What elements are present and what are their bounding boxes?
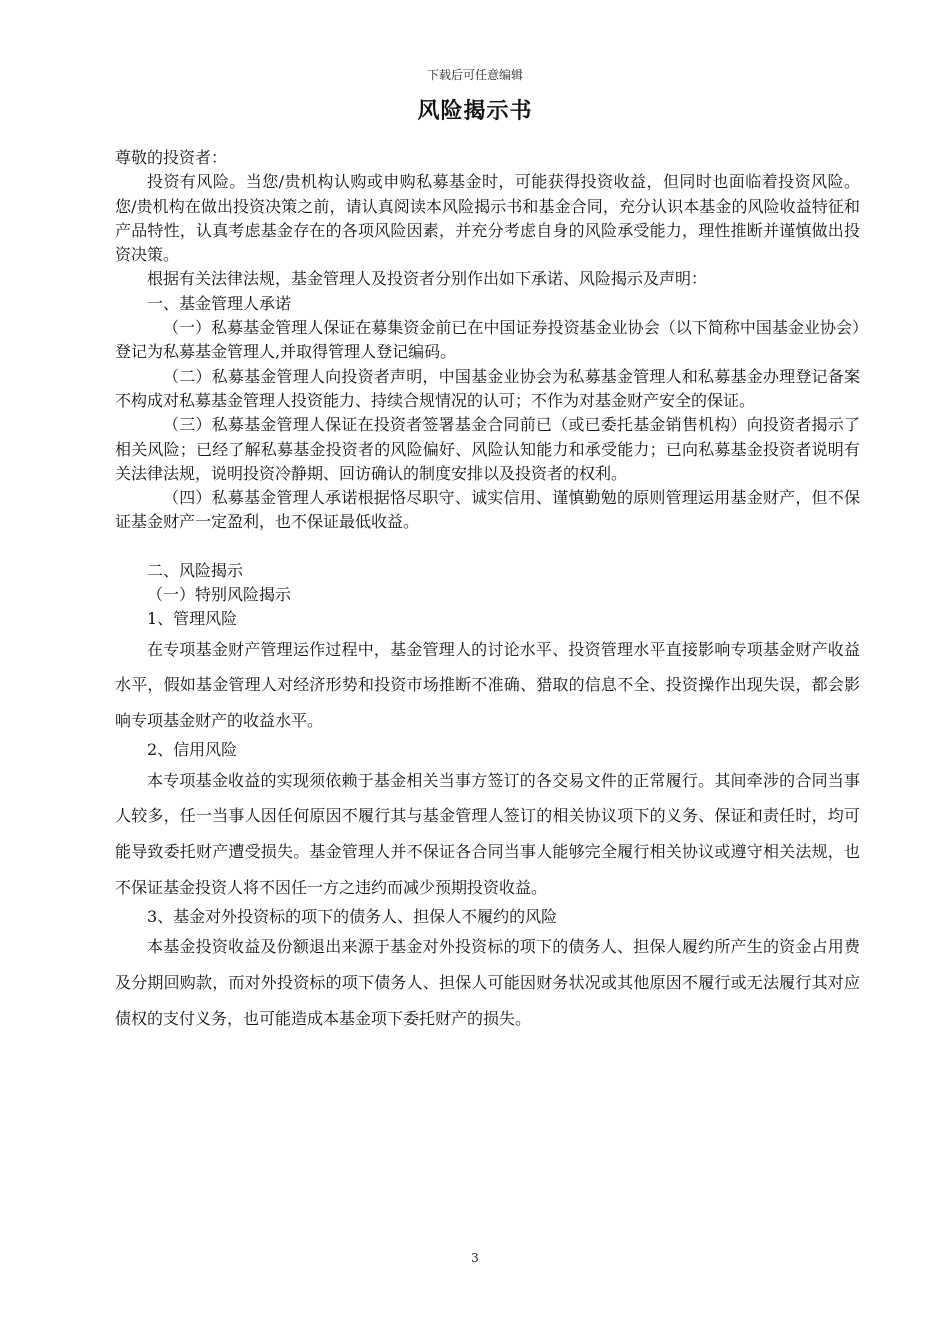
spacer xyxy=(115,535,860,559)
commitment-item: （三）私募基金管理人保证在投资者签署基金合同前已（或已委托基金销售机构）向投资者揭示了相关风险；已经了解私募基金投资者的风险偏好、风险认知能力和承受能力；已向私募基金投资者说明有关法律法规，说明投资冷静期、回访确认的制度安排以及投资者的权利。 xyxy=(115,415,860,483)
section-heading: 二、风险揭示 xyxy=(147,560,244,580)
intro-paragraph: 根据有关法律法规，基金管理人及投资者分别作出如下承诺、风险揭示及声明： xyxy=(147,269,708,289)
document-body xyxy=(115,146,860,1036)
risk-paragraph: 本基金投资收益及份额退出来源于基金对外投资标的项下的债务人、担保人履约所产生的资金占用费及分期回购款，而对外投资标的项下债务人、担保人可能因财务状况或其他原因不履行或无法履行其对应债权的支付义务，也可能造成本基金项下委托财产的损失。 xyxy=(115,937,860,1028)
commitment-item: （一）私募基金管理人保证在募集资金前已在中国证券投资基金业协会（以下简称中国基金业协会）登记为私募基金管理人,并取得管理人登记编码。 xyxy=(115,318,860,362)
risk-title: 3、基金对外投资标的项下的债务人、担保人不履约的风险 xyxy=(147,907,558,927)
risk-title: 1、管理风险 xyxy=(147,609,238,629)
page-number: 3 xyxy=(471,1251,479,1265)
document-title: 风险揭示书 xyxy=(417,98,533,124)
risk-paragraph: 本专项基金收益的实现须依赖于基金相关当事方签订的各交易文件的正常履行。其间牵涉的合同当事人较多，任一当事人因任何原因不履行其与基金管理人签订的相关协议项下的义务、保证和责任时，均可能导致委托财产遭受损失。基金管理人并不保证各合同当事人能够完全履行相关协议或遵守相关法规，也不保证基金投资人将不因任一方之违约而减少预期投资收益。 xyxy=(115,770,860,897)
commitment-item: （二）私募基金管理人向投资者声明，中国基金业协会为私募基金管理人和私募基金办理登记备案不构成对私募基金管理人投资能力、持续合规情况的认可；不作为对基金财产安全的保证。 xyxy=(115,366,860,410)
section-heading: 一、基金管理人承诺 xyxy=(147,293,292,313)
intro-paragraph: 投资有风险。当您/贵机构认购或申购私募基金时，可能获得投资收益，但同时也面临着投资风险。您/贵机构在做出投资决策之前，请认真阅读本风险揭示书和基金合同，充分认识本基金的风险收益特征和产品特性，认真考虑基金存在的各项风险因素，并充分考虑自身的风险承受能力，理性推断并谨慎做出投资决策。 xyxy=(115,172,860,265)
risk-paragraph: 在专项基金财产管理运作过程中，基金管理人的讨论水平、投资管理水平直接影响专项基金财产收益水平，假如基金管理人对经济形势和投资市场推断不准确、猎取的信息不全、投资操作出现失误，都会影响专项基金财产的收益水平。 xyxy=(115,639,860,730)
subsection-heading: （一）特别风险揭示 xyxy=(147,585,292,605)
commitment-item: （四）私募基金管理人承诺根据恪尽职守、诚实信用、谨慎勤勉的原则管理运用基金财产，但不保证基金财产一定盈利，也不保证最低收益。 xyxy=(115,488,860,532)
header-note: 下载后可任意编辑 xyxy=(426,68,523,82)
salutation: 尊敬的投资者： xyxy=(115,148,228,167)
risk-title: 2、信用风险 xyxy=(147,740,238,760)
